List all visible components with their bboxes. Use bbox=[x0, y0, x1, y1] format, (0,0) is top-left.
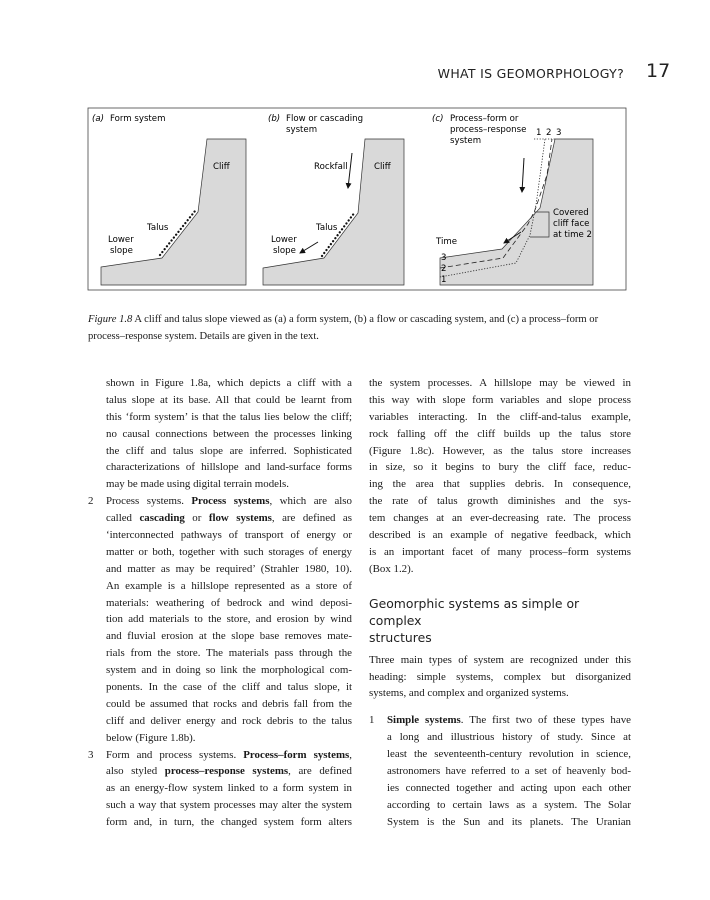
text-line bbox=[369, 652, 631, 669]
text-line bbox=[369, 527, 631, 544]
panel-a-label: (a) bbox=[92, 114, 104, 124]
text-span: cliff and deliver energy and rock debris to the talus bbox=[106, 714, 352, 727]
text-span: the cliff and talus slope are inferred. Sophisticated bbox=[106, 444, 352, 457]
section-heading-line: Geomorphic systems as simple or complex bbox=[369, 595, 580, 628]
text-span: may be made using digital terrain models. bbox=[106, 478, 289, 491]
time-3-label: 3 bbox=[556, 128, 562, 138]
text-span: variables interacting. In the cliff-and-talus example, bbox=[369, 410, 631, 423]
text-span: materials: weathering of bedrock and wind deposi- bbox=[106, 596, 352, 609]
text-line bbox=[106, 814, 352, 831]
text-line bbox=[106, 797, 352, 814]
text-span: tion add materials to the store, and erosion by wind bbox=[106, 613, 352, 626]
text-span: , bbox=[349, 748, 353, 761]
covered-label-2: cliff face bbox=[553, 219, 590, 229]
lower-label: Lower bbox=[108, 235, 134, 245]
text-span: in size, so it begins to bury the cliff face, reduc- bbox=[369, 461, 631, 474]
running-head: WHAT IS GEOMORPHOLOGY? bbox=[437, 66, 624, 81]
text-line bbox=[106, 763, 352, 780]
panel-b-title: Flow or cascading bbox=[286, 114, 364, 124]
text-line bbox=[106, 561, 352, 578]
text-line bbox=[369, 476, 631, 493]
text-span: as an energy-flow system linked to a form system in bbox=[106, 782, 352, 795]
text-span: below (Figure 1.8b). bbox=[106, 731, 196, 744]
text-span: such a way that system processes may alter the system bbox=[106, 799, 352, 812]
cliff-label: Cliff bbox=[374, 162, 391, 172]
text-line bbox=[106, 730, 352, 747]
figure-1-8 bbox=[0, 0, 710, 300]
text-line bbox=[106, 527, 352, 544]
text-span: tem changes at an ever-decreasing rate. The process bbox=[369, 512, 631, 525]
text-span: , are defined as bbox=[271, 512, 352, 525]
text-line bbox=[106, 392, 352, 409]
text-line bbox=[369, 493, 631, 510]
text-span: form and, in turn, the changed system form alters bbox=[106, 816, 352, 829]
text-line bbox=[106, 476, 352, 493]
text-line bbox=[369, 375, 631, 392]
text-span: , are defined bbox=[288, 765, 352, 778]
text-span: , which are also bbox=[269, 495, 352, 508]
text-line bbox=[387, 729, 631, 746]
text-span: Three main types of system are recognized under this bbox=[369, 653, 631, 666]
covered-label: Covered bbox=[553, 208, 589, 218]
text-line bbox=[369, 544, 631, 561]
right-column bbox=[369, 375, 631, 831]
text-span: the rate of talus growth diminishes and the sys- bbox=[369, 495, 631, 508]
talus-label: Talus bbox=[147, 223, 169, 233]
text-line bbox=[369, 409, 631, 426]
text-line bbox=[106, 510, 352, 527]
text-line bbox=[106, 443, 352, 460]
text-line bbox=[106, 426, 352, 443]
time-2-label: 2 bbox=[546, 128, 552, 138]
text-span: rock falling off the cliff builds up the talus store bbox=[369, 427, 631, 440]
text-line bbox=[369, 392, 631, 409]
list-number: 3 bbox=[88, 748, 94, 761]
bold-term: cascading bbox=[139, 512, 185, 525]
text-span: a long and illustrious history of study. Since at bbox=[387, 731, 631, 744]
text-span: system and in doing so link the morphological com- bbox=[106, 664, 352, 677]
text-line bbox=[369, 459, 631, 476]
text-span: could be assumed that rocks and debris fall from the bbox=[106, 697, 352, 710]
text-line bbox=[387, 763, 631, 780]
cliff-label: Cliff bbox=[213, 162, 230, 172]
covered-label-3: at time 2 bbox=[553, 230, 592, 240]
time-axis-label: Time bbox=[436, 237, 458, 247]
bold-term: Process–form systems bbox=[243, 748, 350, 761]
panel-c-title: Process–form or bbox=[450, 114, 519, 124]
text-span: ing the area that supplies debris. In consequence, bbox=[369, 478, 631, 491]
text-span: ponents. In the case of the cliff and talus slope, it bbox=[106, 681, 352, 694]
text-span: least the seventeenth-century revolution in science, bbox=[387, 748, 631, 761]
text-span: System is the Sun and its planets. The Uranian bbox=[387, 815, 631, 828]
section-heading bbox=[369, 595, 631, 646]
text-span: matter or both, together with such storages of energy bbox=[106, 545, 352, 558]
text-span: this ‘form system’ is that the talus lies below the cliff; bbox=[106, 410, 352, 423]
panel-c-title-3: system bbox=[450, 136, 482, 146]
time-2-tick: 2 bbox=[441, 264, 447, 274]
bold-term: Simple systems bbox=[387, 714, 461, 727]
text-span: or bbox=[184, 512, 209, 525]
text-span: and fluvial erosion at the slope base removes mate- bbox=[106, 630, 352, 643]
text-span: and matter as may be required’ (Strahler 1980, 10). bbox=[106, 562, 352, 575]
panel-c-label: (c) bbox=[432, 114, 444, 124]
text-line bbox=[106, 713, 352, 730]
panel-b-title-2: system bbox=[286, 125, 318, 135]
text-span: astronomers have referred to a set of heavenly bod- bbox=[387, 765, 631, 778]
text-span: (Box 1.2). bbox=[369, 562, 414, 575]
caption-text: A cliff and talus slope viewed as (a) a form system, (b) a flow or cascading system, and (c) a process–form or process–response system. Details are given in the text. bbox=[88, 314, 599, 342]
text-line bbox=[387, 797, 631, 814]
text-line bbox=[387, 746, 631, 763]
time-1-tick: 1 bbox=[441, 275, 447, 285]
text-span: ies connected together and acting upon each other bbox=[387, 781, 631, 794]
text-line bbox=[106, 662, 352, 679]
time-3-tick: 3 bbox=[441, 253, 447, 263]
text-line bbox=[106, 611, 352, 628]
list-number: 2 bbox=[88, 495, 94, 508]
text-span: called bbox=[106, 512, 140, 525]
text-span: is an important facet of many process–form systems bbox=[369, 545, 631, 558]
text-line bbox=[369, 510, 631, 527]
text-span: this way with slope form variables and slope process bbox=[369, 393, 631, 406]
panel-c-title-2: process–response bbox=[450, 125, 527, 135]
text-span: Process systems. bbox=[106, 495, 192, 508]
text-span: systems, and complex and organized systems. bbox=[369, 687, 569, 700]
caption-label: Figure 1.8 bbox=[88, 314, 133, 325]
panel-a-title: Form system bbox=[110, 114, 166, 124]
bold-term: flow systems bbox=[208, 512, 272, 525]
panel-b-label: (b) bbox=[268, 114, 281, 124]
text-span: . The first two of these types have bbox=[460, 714, 631, 727]
text-span: the system processes. A hillslope may be viewed in bbox=[369, 377, 631, 389]
list-number: 1 bbox=[369, 714, 375, 727]
lower-label: Lower bbox=[271, 235, 297, 245]
text-line bbox=[106, 628, 352, 645]
text-span: heading: simple systems, complex but disorganized bbox=[369, 670, 631, 683]
text-line bbox=[106, 595, 352, 612]
text-span: according to certain laws as a system. The Solar bbox=[387, 798, 631, 811]
text-line bbox=[88, 747, 353, 764]
text-line bbox=[106, 578, 352, 595]
bold-term: Process systems bbox=[191, 495, 270, 508]
text-line bbox=[106, 679, 352, 696]
figure-caption bbox=[88, 311, 633, 345]
text-line bbox=[369, 669, 631, 686]
talus-label: Talus bbox=[316, 223, 338, 233]
left-column bbox=[88, 375, 353, 831]
text-line bbox=[106, 544, 352, 561]
text-line bbox=[106, 780, 352, 797]
text-line bbox=[387, 780, 631, 797]
text-line bbox=[369, 561, 631, 578]
text-line bbox=[106, 459, 352, 476]
text-span: talus slope at its base. All that could be learnt from bbox=[106, 393, 352, 406]
text-line bbox=[369, 426, 631, 443]
text-span: An example is a hillslope represented as a store of bbox=[106, 579, 352, 592]
text-line bbox=[369, 443, 631, 460]
text-line bbox=[88, 493, 352, 510]
rockfall-label: Rockfall bbox=[314, 162, 348, 172]
text-span: characterizations of hillslope and land-surface forms bbox=[106, 461, 352, 474]
text-span: rials from the store. The materials pass through the bbox=[106, 647, 352, 660]
text-span: also styled bbox=[106, 765, 165, 778]
text-span: shown in Figure 1.8a, which depicts a cliff with a bbox=[106, 377, 352, 389]
text-line bbox=[106, 696, 352, 713]
text-line bbox=[106, 409, 352, 426]
time-1-label: 1 bbox=[536, 128, 542, 138]
slope-label: slope bbox=[273, 246, 296, 256]
text-line bbox=[387, 814, 631, 831]
text-span: ‘interconnected pathways of transport of energy or bbox=[106, 529, 352, 542]
text-span: no causal connections between the processes linking bbox=[106, 427, 352, 440]
bold-term: process–response systems bbox=[164, 765, 289, 778]
section-heading-line: structures bbox=[369, 629, 432, 645]
text-span: Form and process systems. bbox=[106, 748, 244, 761]
text-line bbox=[106, 645, 352, 662]
text-span: described is an example of negative feedback, which bbox=[369, 529, 631, 542]
text-span: (Figure 1.8c). However, as the talus store increases bbox=[369, 444, 631, 457]
text-line bbox=[369, 712, 631, 729]
text-line bbox=[106, 375, 352, 392]
slope-label: slope bbox=[110, 246, 133, 256]
text-line bbox=[369, 685, 631, 702]
page-number: 17 bbox=[646, 60, 671, 82]
